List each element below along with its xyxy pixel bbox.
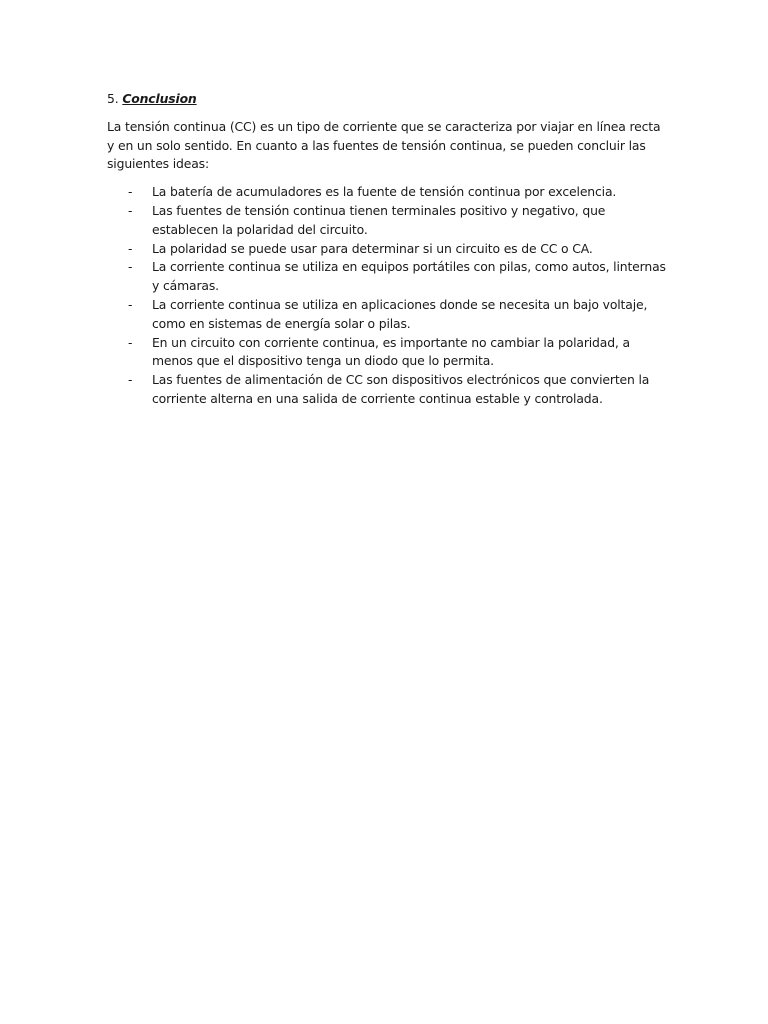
- conclusion-list: [107, 183, 667, 409]
- document-body: [107, 90, 667, 409]
- list-item: [107, 202, 667, 240]
- intro-paragraph: La tensión continua (CC) es un tipo de corriente que se caracteriza por viajar en línea recta y en un solo sentido. En cuanto a las fuentes de tensión continua, se pueden concluir las siguientes ideas:: [107, 118, 661, 172]
- section-heading: [107, 90, 667, 109]
- dash-bullet-icon: -: [128, 202, 133, 218]
- list-item-text: La polaridad se puede usar para determinar si un circuito es de CC o CA.: [152, 240, 593, 256]
- section-number: 5.: [107, 91, 123, 106]
- list-item: [107, 240, 667, 259]
- list-item-text: Las fuentes de tensión continua tienen terminales positivo y negativo, que establecen la polaridad del circuito.: [152, 202, 606, 237]
- section-title: Conclusion: [122, 91, 197, 106]
- dash-bullet-icon: -: [128, 259, 133, 275]
- list-item: [107, 371, 667, 409]
- list-item-text: La corriente continua se utiliza en equipos portátiles con pilas, como autos, linternas y cámaras.: [152, 259, 666, 294]
- list-item-text: Las fuentes de alimentación de CC son dispositivos electrónicos que convierten la corriente alterna en una salida de corriente continua estable y controlada.: [152, 372, 650, 406]
- list-item: [107, 258, 667, 296]
- list-item: [107, 334, 667, 372]
- list-item-text: En un circuito con corriente continua, es importante no cambiar la polaridad, a menos que el dispositivo tenga un diodo que lo permita.: [152, 334, 630, 369]
- dash-bullet-icon: -: [128, 296, 133, 312]
- dash-bullet-icon: -: [128, 334, 133, 350]
- dash-bullet-icon: -: [128, 240, 133, 256]
- list-item: [107, 183, 667, 202]
- dash-bullet-icon: -: [128, 372, 133, 388]
- list-item-text: La corriente continua se utiliza en aplicaciones donde se necesita un bajo voltaje, como en sistemas de energía solar o pilas.: [152, 296, 648, 331]
- dash-bullet-icon: -: [128, 184, 133, 200]
- list-item-text: La batería de acumuladores es la fuente de tensión continua por excelencia.: [152, 184, 617, 200]
- list-item: [107, 296, 667, 334]
